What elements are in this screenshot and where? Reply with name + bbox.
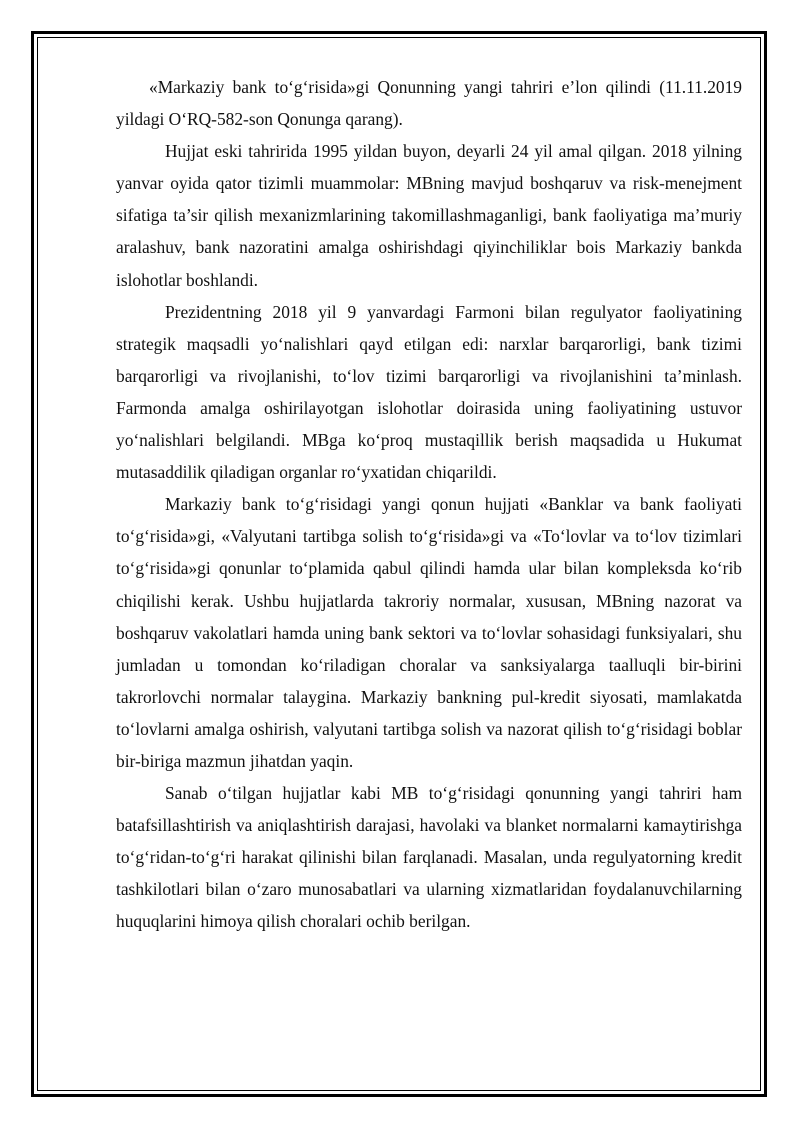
- paragraph-1: «Markaziy bank to‘g‘risida»gi Qonunning yangi tahriri e’lon qilindi (11.11.2019 yildagi O‘RQ-582-son Qonunga qarang).: [116, 77, 742, 130]
- paragraph-4: Markaziy bank to‘g‘risidagi yangi qonun hujjati «Banklar va bank faoliyati to‘g‘risida»gi, «Valyutani tartibga solish to‘g‘risida»gi va «To‘lovlar va to‘lov tizimlari to‘g‘risida»gi qonunlar to‘plamida qabul qilindi hamda ular bilan kompleksda ko‘rib chiqilishi kerak. Ushbu hujjatlarda takroriy normalar, xususan, MBning nazorat va boshqaruv vakolatlari hamda uning bank sektori va to‘lovlar sohasidagi funksiyalari, shu jumladan u tomondan ko‘riladigan choralar va sanksiyalarga taalluqli bir-birini takrorlovchi normalar talaygina. Markaziy bankning pul-kredit siyosati, mamlakatda to‘lovlarni amalga oshirish, valyutani tartibga solish va nazorat qilish to‘g‘risidagi boblar bir-biriga mazmun jihatdan yaqin.: [116, 494, 742, 771]
- paragraph-3: Prezidentning 2018 yil 9 yanvardagi Farmoni bilan regulyator faoliyatining strategik maqsadli yo‘nalishlari qayd etilgan edi: narxlar barqarorligi, bank tizimi barqarorligi va rivojlanishi, to‘lov tizimi barqarorligi va rivojlanishini ta’minlash. Farmonda amalga oshirilayotgan islohotlar doirasida uning faoliyatining ustuvor yo‘nalishlari belgilandi. MBga ko‘proq mustaqillik berish maqsadida u Hukumat mutasaddilik qiladigan organlar ro‘yxatidan chiqarildi.: [116, 301, 742, 483]
- paragraph-2: Hujjat eski tahririda 1995 yildan buyon, deyarli 24 yil amal qilgan. 2018 yilning yanvar oyida qator tizimli muammolar: MBning mavjud boshqaruv va risk-menejment sifatiga ta’sir qilish mexanizmlarining takomillashmaganligi, bank faoliyatiga ma’muriy aralashuv, bank nazoratini amalga oshirishdagi qiyinchiliklar bois Markaziy bankda islohotlar boshlandi.: [116, 141, 742, 290]
- document-body: [116, 71, 742, 938]
- paragraph-5: Sanab o‘tilgan hujjatlar kabi MB to‘g‘risidagi qonunning yangi tahriri ham batafsillashtirish va aniqlashtirish darajasi, havolaki va blanket normalarni kamaytirishga to‘g‘ridan-to‘g‘ri harakat qilinishi bilan farqlanadi. Masalan, unda regulyatorning kredit tashkilotlari bilan o‘zaro munosabatlari va ularning xizmatlaridan foydalanuvchilarning huquqlarini himoya qilish choralari ochib berilgan.: [116, 783, 742, 932]
